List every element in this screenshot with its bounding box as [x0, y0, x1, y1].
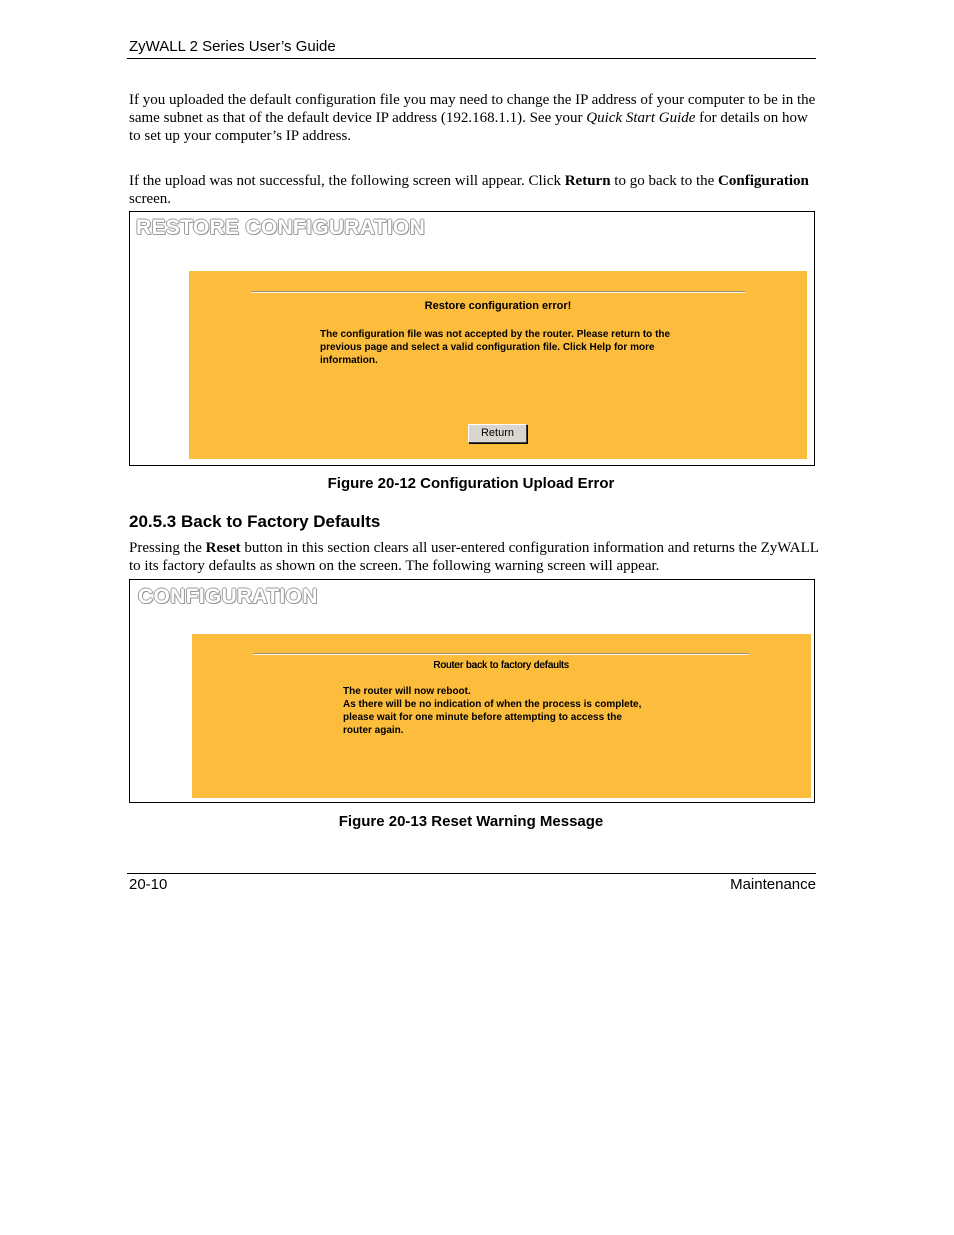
reset-keyword: Reset — [205, 540, 241, 556]
page-number: 20-10 — [129, 876, 168, 893]
quick-start-guide-title: Quick Start Guide — [586, 110, 696, 126]
intro-text: for details on how to set up your computer’s IP address. — [129, 110, 808, 144]
section-text: button in this section clears all user-entered configuration information and returns the ZyWALL to its factory defaults as shown on the screen. The following warning screen will appear. — [129, 540, 819, 574]
error-title: Restore configuration error! — [424, 300, 572, 312]
section-text: Pressing the — [129, 540, 206, 556]
error-message: The configuration file was not accepted by the router. Please return to the previous page and select a valid configuration file. Click Help for more information. — [320, 329, 671, 366]
warning-message — [343, 685, 673, 737]
warning-panel — [192, 634, 811, 798]
figure-caption: Figure 20-13 Reset Warning Message — [338, 813, 604, 830]
running-header: ZyWALL 2 Series User’s Guide — [129, 38, 336, 55]
figure-reset-warning — [129, 579, 815, 803]
chapter-name: Maintenance — [730, 876, 816, 893]
warning-line: The router will now reboot. — [343, 686, 471, 697]
panel-divider — [251, 291, 745, 293]
header-rule — [127, 58, 816, 59]
figure-upload-error — [129, 211, 815, 466]
screen-title: CONFIGURATION — [138, 585, 318, 608]
warning-line: please wait for one minute before attempting to access the — [343, 712, 622, 723]
section-heading: 20.5.3 Back to Factory Defaults — [129, 512, 381, 531]
warning-line: As there will be no indication of when the process is complete, — [343, 699, 642, 710]
intro-paragraph-1 — [129, 91, 819, 145]
configuration-keyword: Configuration — [718, 173, 809, 189]
warning-line: router again. — [343, 725, 404, 736]
figure-caption: Figure 20-12 Configuration Upload Error — [327, 475, 615, 492]
panel-divider — [253, 653, 749, 655]
screen-title: RESTORE CONFIGURATION — [136, 216, 426, 239]
intro-text: If the upload was not successful, the following screen will appear. Click — [129, 173, 565, 189]
return-keyword: Return — [564, 173, 611, 189]
footer-rule — [127, 873, 816, 874]
intro-paragraph-2 — [129, 172, 819, 208]
intro-text: to go back to the — [610, 173, 719, 189]
intro-text: If you uploaded the default configuration file you may need to change the IP address of your computer to be in the same subnet as that of the default device IP address (192.168.1.1). See your — [129, 92, 816, 126]
intro-text: screen. — [129, 191, 172, 207]
error-panel — [189, 271, 807, 459]
warning-title: Router back to factory defaults — [433, 660, 569, 671]
section-paragraph — [129, 539, 819, 575]
return-button[interactable]: Return — [468, 424, 527, 443]
